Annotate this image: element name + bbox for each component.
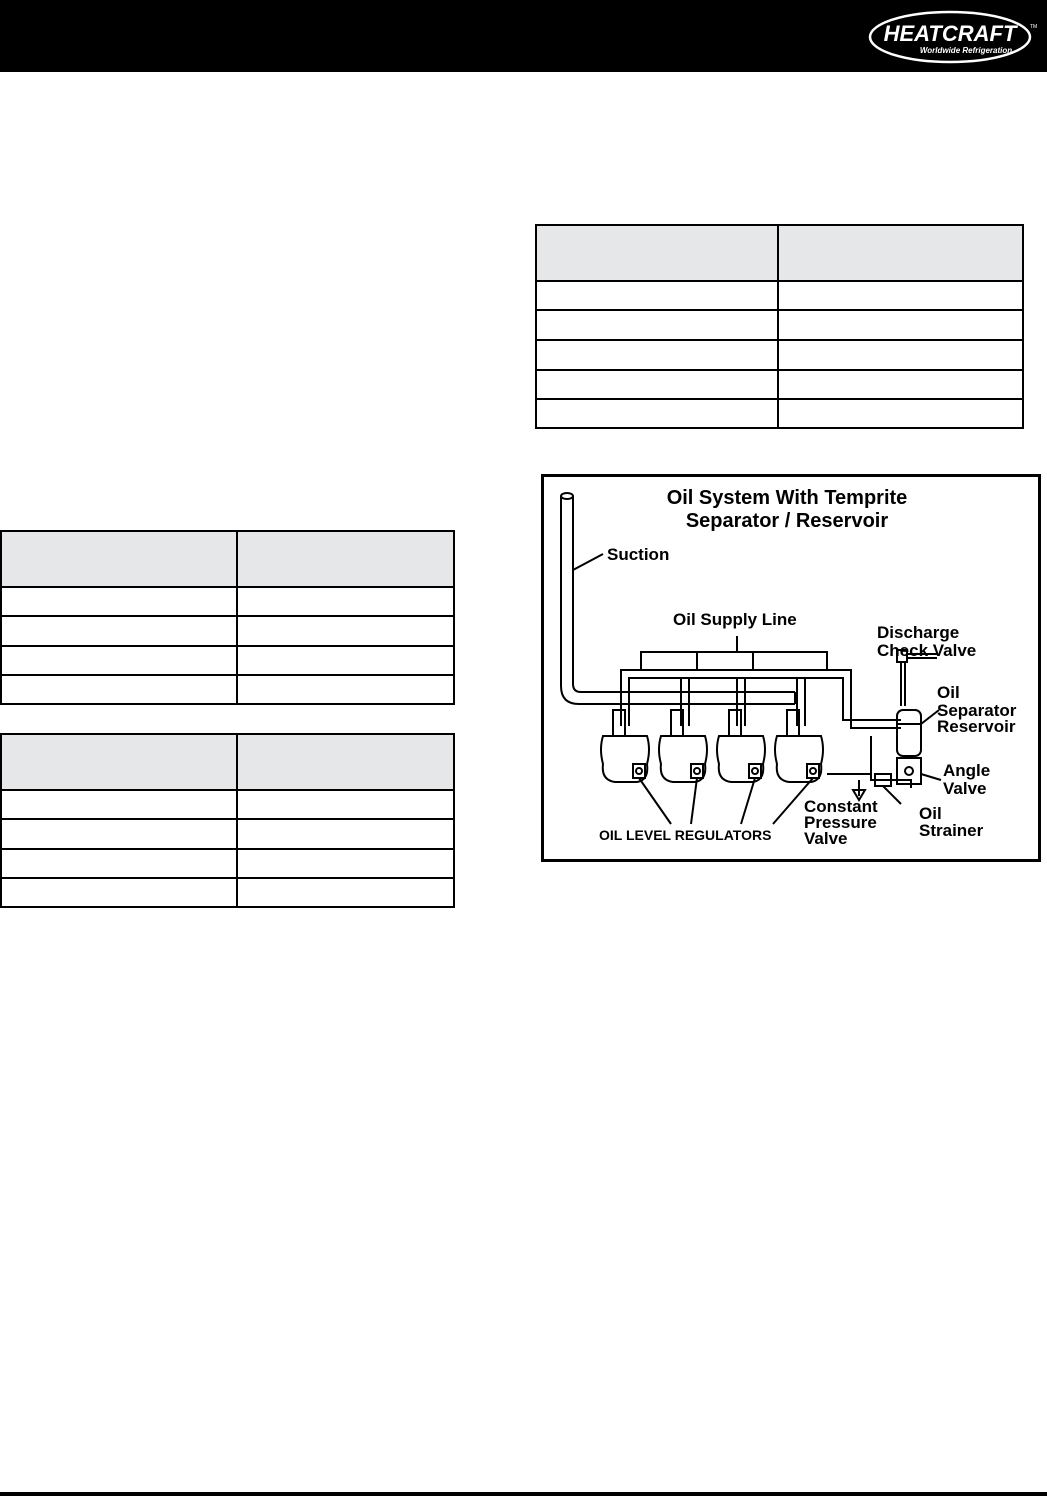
table-row [1, 878, 454, 907]
table-row [1, 849, 454, 878]
label-strainer-1: Oil [919, 804, 942, 823]
table-left-1 [0, 530, 455, 705]
table-row [1, 646, 454, 675]
label-oil-level-regulators: OIL LEVEL REGULATORS [599, 827, 772, 843]
table-row [536, 399, 1023, 428]
table-left-2 [0, 733, 455, 908]
footer-rule [0, 1492, 1047, 1496]
header-bar [0, 0, 1047, 72]
label-discharge-2: Check Valve [877, 641, 977, 660]
logo-brand: HEATCRAFT [883, 21, 1017, 46]
label-oil-separator-2: Separator [937, 701, 1017, 720]
table-row [1, 790, 454, 819]
table-row [536, 310, 1023, 340]
label-strainer-2: Strainer [919, 821, 984, 840]
logo-tm: TM [1030, 24, 1037, 30]
compressor-1 [601, 710, 649, 782]
label-oil-supply-line: Oil Supply Line [673, 610, 797, 629]
table-top-right [535, 224, 1024, 429]
logo-tagline: Worldwide Refrigeration [919, 46, 1013, 55]
label-discharge-1: Discharge [877, 623, 960, 642]
label-angle-2: Valve [943, 779, 987, 798]
diagram-title-line1: Oil System With Temprite [666, 487, 908, 509]
label-suction: Suction [607, 545, 670, 564]
diagram-title-line2: Separator / Reservoir [685, 510, 889, 532]
label-constant-3: Valve [804, 829, 848, 848]
table-row [1, 819, 454, 849]
label-oil-separator-3: Reservoir [937, 717, 1016, 736]
compressor-2 [659, 710, 707, 782]
oil-system-diagram [541, 474, 1041, 862]
compressor-3 [717, 710, 765, 782]
table-row [536, 370, 1023, 399]
table-row [1, 616, 454, 646]
label-oil-separator-1: Oil [937, 683, 960, 702]
table-row [536, 340, 1023, 370]
table-row [536, 281, 1023, 310]
label-constant-2: Pressure [804, 813, 877, 832]
table-row [1, 587, 454, 616]
heatcraft-logo [867, 8, 1037, 66]
label-constant-1: Constant [804, 797, 878, 816]
label-angle-1: Angle [943, 761, 991, 780]
table-row [1, 675, 454, 704]
compressor-4 [775, 710, 823, 782]
